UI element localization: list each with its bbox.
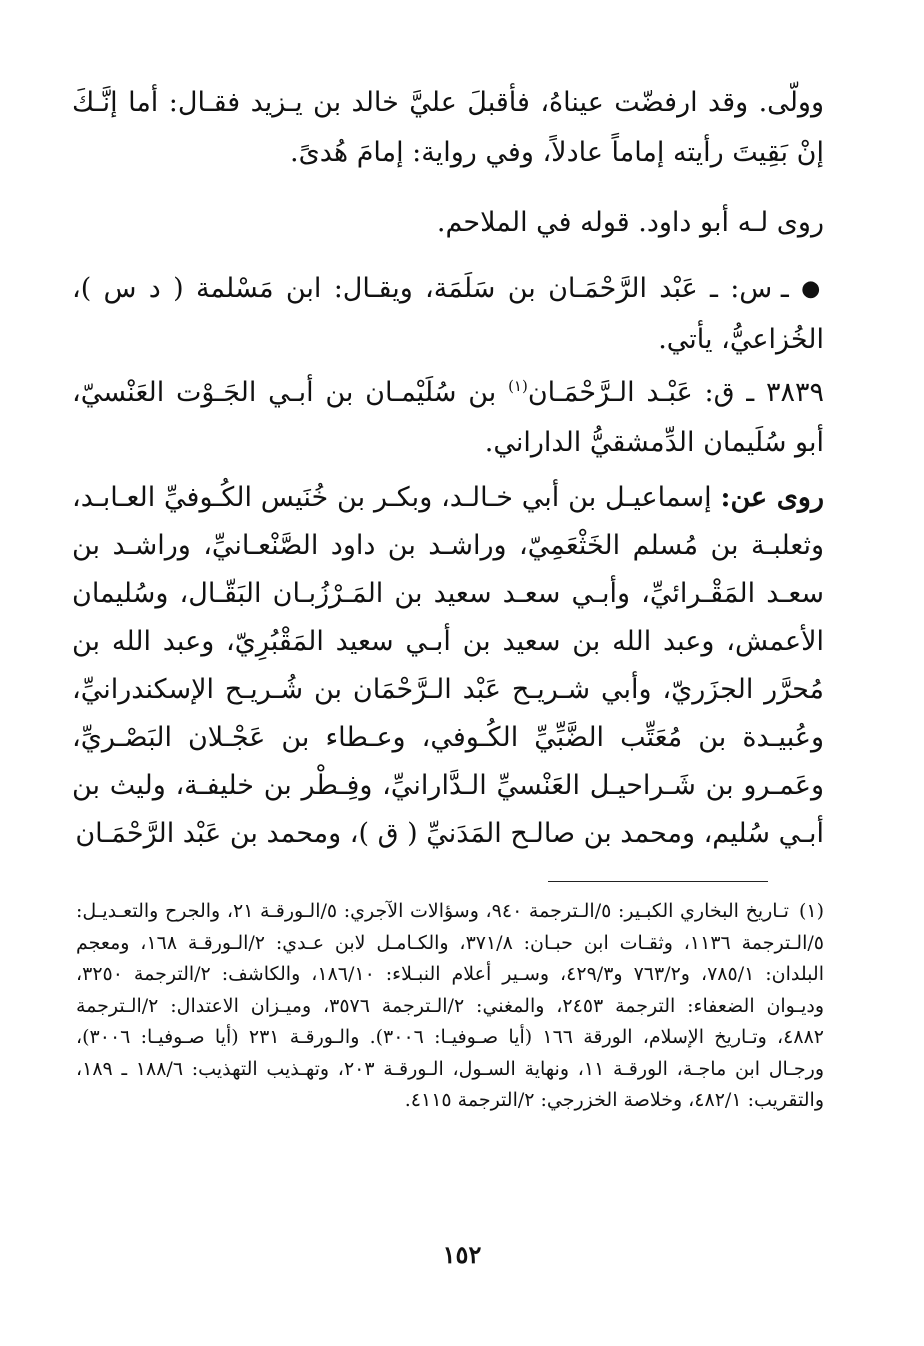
cross-reference-text: ـ س: ـ عَبْد الرَّحْمَـان بن سَلَمَة، ويقـال: ابن مَسْلمة ( د س )، الخُزاعيُّ، يأتي.: [72, 273, 824, 355]
narrators-label: روى عن:: [720, 482, 824, 513]
footnotes-section: [76, 896, 824, 1117]
footnote-text: تـاريخ البخاري الكبـير: ٥/الـترجمة ٩٤٠، وسؤالات الآجري: ٥/الـورقـة ٢١، والجرح والتعـديـل: ٥/الـترجمة ١١٣٦، وثقـات ابن حبـان: ٣٧١/٨، والكـامـل لابن عـدي: ٢/الـورقـة ١٦٨، ومعجم البلدان: ٧٨٥/١، و٧٦٣/٢ و٤٢٩/٣، وسـير أعلام النبـلاء: ١٨٦/١٠، والكاشف: ٢/الترجمة ٣٢٥٠، وديـوان الضعفاء: الترجمة ٢٤٥٣، والمغني: ٢/الـترجمة ٣٥٧٦، وميـزان الاعتدال: ٢/الـترجمة ٤٨٨٢، وتـاريخ الإسلام، الورقة ١٦٦ (أيا صـوفيـا: ٣٠٠٦). والـورقـة ٢٣١ (أيا صـوفيـا: ٣٠٠٦)، ورجـال ابن ماجـة، الورقـة ١١، ونهاية السـول، الـورقـة ٢٠٣، وتهـذيب التهذيب: ١٨٨/٦ ـ ١٨٩، والتقريب: ٤٨٢/١، وخلاصة الخزرجي: ٢/الترجمة ٤١١٥.: [76, 900, 824, 1111]
entry-heading-paragraph: [72, 368, 824, 468]
riwaya-paragraph: [72, 198, 824, 248]
intro-paragraph: [72, 78, 824, 178]
riwaya-text: روى لـه أبو داود. قوله في الملاحم.: [436, 207, 824, 238]
footnote-number: (١): [798, 900, 825, 922]
footnote-divider: [548, 881, 768, 882]
page-number: ١٥٢: [442, 1240, 482, 1269]
footnote-reference[interactable]: (١): [508, 377, 528, 395]
footnote-item: [76, 896, 824, 1117]
cross-reference-paragraph: [72, 264, 824, 365]
narrators-text: إسماعيـل بن أبي خـالـد، وبكـر بن خُنَيس الكُـوفيِّ العـابـد، وثعلبـة بن مُسلم الخَثْعَمِيّ، وراشـد بن داود الصَّنْعـانيِّ، وراشـد بن سعـد المَقْـرائيِّ، وأبـي سعـد سعيد بن المَـرْزُبـان البَقّـال، وسُليمان الأعمش، وعبد الله بن سعيد بن أبـي سعيد المَقْبُرِيّ، وعبد الله بن مُحرَّر الجزَريّ، وأبي شـريـح عَبْد الـرَّحْمَان بن شُـريـح الإسكندرانيِّ، وعُبيـدة بن مُعَتِّب الضَّبِّيِّ الكُـوفي، وعـطاء بن عَجْـلان البَصْـريِّ، وعَمـرو بن شَـراحيـل العَنْسيِّ الـدَّارانيِّ، وفِـطْر بن خليفـة، وليث بن أبـي سُليم، ومحمد بن صالـح المَدَنيِّ ( ق )، ومحمد بن عَبْد الرَّحْمَـان: [72, 482, 824, 849]
entry-heading-rest: بن سُلَيْمـان بن أبـي الجَـوْت العَنْسيّ، أبو سُلَيمان الدِّمشقيُّ الداراني.: [72, 377, 824, 458]
intro-text: وولّى. وقد ارفضّت عيناهُ، فأقبلَ عليَّ خالد بن يـزيد فقـال: أما إنَّـكَ إنْ بَقِيتَ رأيته إماماً عادلاً، وفي رواية: إمامَ هُدىً.: [72, 87, 824, 168]
bullet-icon: ●: [801, 276, 824, 302]
entry-heading-text: ٣٨٣٩ ـ ق: عَبْـد الـرَّحْمَـان: [527, 377, 824, 408]
narrators-paragraph: [72, 474, 824, 858]
